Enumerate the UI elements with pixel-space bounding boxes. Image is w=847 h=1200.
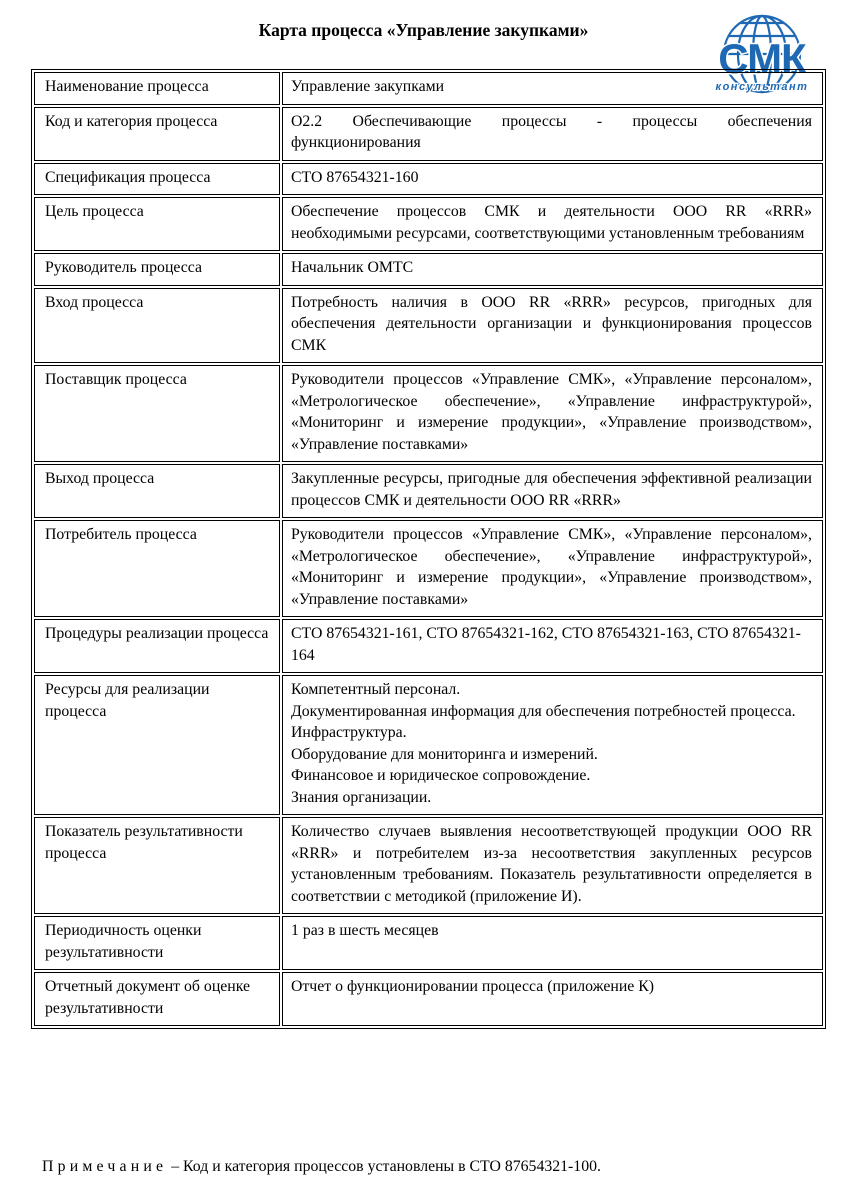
row-value [282, 675, 823, 815]
row-value-line: Инфраструктура. [291, 724, 407, 741]
row-label: Поставщик процесса [34, 365, 280, 462]
table-row [34, 107, 823, 161]
table-row [34, 72, 823, 105]
footnote [42, 1158, 601, 1176]
table-row [34, 253, 823, 286]
row-value-line: Знания организации. [291, 788, 432, 806]
row-label: Наименование процесса [34, 72, 280, 105]
row-value: О2.2 Обеспечивающие процессы - процессы обеспечения функционирования [282, 107, 823, 161]
row-value: Руководители процессов «Управление СМК», «Управление персоналом», «Метрологическое обеспечение», «Управление инфраструктурой», «Мониторинг и измерение продукции», «Управление производством», «Управление поставками» [282, 365, 823, 462]
table-row [34, 520, 823, 617]
row-value: Потребность наличия в ООО RR «RRR» ресурсов, пригодных для обеспечения деятельности организации и функционирования процессов СМК [282, 288, 823, 364]
table-row [34, 675, 823, 815]
row-label: Ресурсы для реализации процесса [34, 675, 280, 815]
row-value: Управление закупками [282, 72, 823, 105]
row-value: 1 раз в шесть месяцев [282, 916, 823, 970]
row-value: Количество случаев выявления несоответствующей продукции ООО RR «RRR» и потребителем из-за несоответствия закупленных ресурсов установленным требованиям. Показатель результативности определяется в соответствии с методикой (приложение И). [282, 817, 823, 914]
row-value-line: Документированная информация для обеспечения потребностей процесса. [291, 702, 796, 720]
row-value: Обеспечение процессов СМК и деятельности ООО RR «RRR» необходимыми ресурсами, соответствующими установленным требованиям [282, 197, 823, 251]
row-label: Руководитель процесса [34, 253, 280, 286]
row-value: СТО 87654321-161, СТО 87654321-162, СТО 87654321-163, СТО 87654321-164 [282, 619, 823, 673]
row-label: Отчетный документ об оценке результативности [34, 972, 280, 1026]
table-row [34, 817, 823, 914]
row-label: Вход процесса [34, 288, 280, 364]
page-title: Карта процесса «Управление закупками» [258, 20, 589, 40]
row-label: Цель процесса [34, 197, 280, 251]
logo-main-text: СМК [718, 35, 806, 82]
table-row [34, 464, 823, 518]
footnote-text: – Код и категория процессов установлены в СТО 87654321-100. [167, 1158, 601, 1175]
table-row [34, 197, 823, 251]
footnote-prefix: Примечание [42, 1158, 168, 1175]
row-value: Начальник ОМТС [282, 253, 823, 286]
row-value: Закупленные ресурсы, пригодные для обеспечения эффективной реализации процессов СМК и деятельности ООО RR «RRR» [282, 464, 823, 518]
row-label: Процедуры реализации процесса [34, 619, 280, 673]
row-label: Код и категория процесса [34, 107, 280, 161]
row-value-line: Оборудование для мониторинга и измерений. [291, 745, 598, 763]
table-row [34, 916, 823, 970]
row-value-line: Финансовое и юридическое сопровождение. [291, 767, 591, 784]
table-row [34, 288, 823, 364]
table-row [34, 365, 823, 462]
table-row [34, 619, 823, 673]
row-value: СТО 87654321-160 [282, 163, 823, 196]
row-label: Показатель результативности процесса [34, 817, 280, 914]
table-row [34, 972, 823, 1026]
logo-sub-text: консультант [715, 81, 809, 93]
row-label: Потребитель процесса [34, 520, 280, 617]
row-label: Выход процесса [34, 464, 280, 518]
row-value: Руководители процессов «Управление СМК», «Управление персоналом», «Метрологическое обеспечение», «Управление инфраструктурой», «Мониторинг и измерение продукции», «Управление производством», «Управление поставками» [282, 520, 823, 617]
process-card-rows [34, 72, 823, 1026]
row-value: Отчет о функционировании процесса (приложение К) [282, 972, 823, 1026]
process-card-table [31, 69, 826, 1029]
table-row [34, 163, 823, 196]
row-label: Периодичность оценки результативности [34, 916, 280, 970]
row-label: Спецификация процесса [34, 163, 280, 196]
row-value-line: Компетентный персонал. [291, 681, 461, 698]
